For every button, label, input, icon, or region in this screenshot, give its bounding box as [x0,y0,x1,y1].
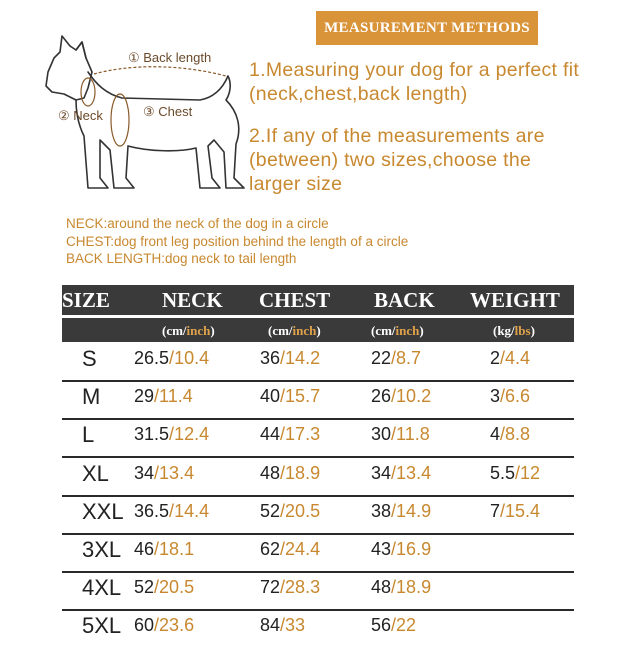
definition-chest: CHEST:dog front leg position behind the length of a circle [66,233,409,249]
tip-one-line-1: 1.Measuring your dog for a perfect fit [249,59,580,81]
table-row [62,420,574,458]
units-neck: (cm/inch) [162,323,215,338]
cell-chest: 44/17.3 [260,424,321,445]
cell-neck: 26.5/10.4 [134,348,210,368]
table-row [62,535,574,573]
chest-loop [111,94,129,146]
cell-weight: 5.5/12 [490,462,541,483]
header-weight: WEIGHT [470,288,560,312]
table-row [62,573,574,611]
size-table-units [62,318,574,342]
cell-chest: 36/14.2 [260,348,321,368]
table-row [62,382,574,420]
units-weight: (kg/lbs) [493,323,535,338]
neck-loop [81,78,95,106]
tip-one-line-2: (neck,chest,back length) [249,83,468,105]
tip-two-line-3: larger size [249,173,343,195]
header-size: SIZE [62,288,110,312]
header-back: BACK [374,288,435,312]
cell-chest: 62/24.4 [260,539,321,559]
back-length-line [94,67,226,76]
cell-size: 3XL [82,537,122,562]
table-row [62,611,574,649]
definition-back-length: BACK LENGTH:dog neck to tail length [66,251,297,266]
cell-neck: 60/23.6 [134,615,195,636]
neck-label: ② Neck [58,108,103,123]
cell-neck: 36.5/14.4 [134,500,210,521]
cell-chest: 84/33 [260,615,306,636]
cell-neck: 46/18.1 [134,539,195,559]
definition-neck: NECK:around the neck of the dog in a circle [66,216,329,231]
cell-size: XXL [82,498,124,524]
badge-label: MEASUREMENT METHODS [324,19,530,36]
size-table-header [62,285,574,315]
units-chest: (cm/inch) [268,323,321,338]
cell-back: 22/8.7 [371,348,422,368]
table-row [62,344,574,382]
dog-ear-outline [76,42,86,58]
tip-two [249,124,545,196]
chest-label: ③ Chest [143,104,193,119]
cell-weight: 3/6.6 [490,386,531,407]
dog-measurement-diagram [30,28,260,208]
cell-back: 56/22 [371,615,417,636]
measurement-definitions [66,215,408,268]
cell-chest: 40/15.7 [260,386,321,407]
cell-size: M [82,384,101,410]
tip-one [249,58,579,106]
cell-weight: 2/4.4 [490,348,531,368]
cell-back: 34/13.4 [371,462,432,483]
cell-weight: 4/8.8 [490,424,531,445]
cell-back: 48/18.9 [371,577,432,598]
cell-neck: 29/11.4 [134,386,193,407]
cell-back: 26/10.2 [371,386,432,407]
dog-head-outline [46,36,92,100]
table-row [62,497,574,535]
cell-chest: 52/20.5 [260,500,321,521]
cell-size: 4XL [82,575,122,601]
units-back: (cm/inch) [371,323,424,338]
measurement-methods-badge [316,11,538,45]
cell-chest: 48/18.9 [260,462,321,483]
cell-neck: 52/20.5 [134,577,195,598]
cell-neck: 34/13.4 [134,462,195,483]
cell-back: 30/11.8 [371,424,430,445]
cell-neck: 31.5/12.4 [134,424,210,445]
tip-two-line-1: 2.If any of the measurements are [249,125,545,147]
back-length-label: ① Back length [128,50,212,65]
cell-weight: 7/15.4 [490,500,541,521]
cell-back: 38/14.9 [371,500,432,521]
cell-back: 43/16.9 [371,539,432,559]
cell-size: 5XL [82,613,122,639]
dog-body-outline [76,72,244,188]
tip-two-line-2: (between) two sizes,choose the [249,149,532,171]
table-row [62,459,574,497]
cell-size: XL [82,460,109,486]
cell-chest: 72/28.3 [260,577,321,598]
header-chest: CHEST [259,288,331,312]
header-neck: NECK [162,288,223,312]
cell-size: L [82,422,95,448]
cell-size: S [82,346,97,371]
